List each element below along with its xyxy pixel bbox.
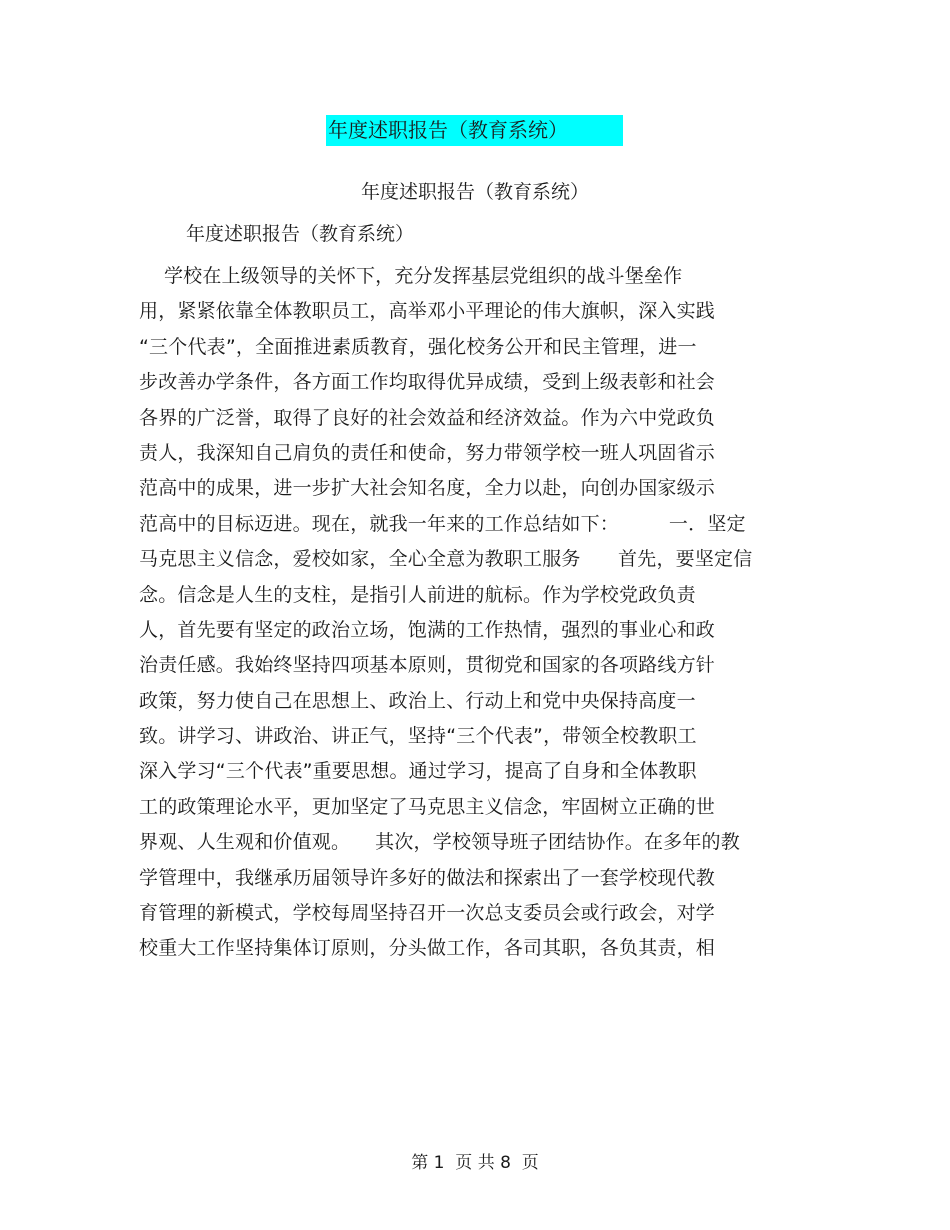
body-line: 校重大工作坚持集体订原则，分头做工作，各司其职，各负其责，相 (139, 937, 716, 960)
body-line: 念。信念是人生的支柱，是指引人前进的航标。作为学校党政负责 (139, 583, 696, 606)
document-subtitle: 年度述职报告（教育系统） (186, 223, 415, 245)
body-line: 范高中的成果，进一步扩大社会知名度，全力以赴，向创办国家级示 (139, 477, 716, 500)
body-line: 用，紧紧依靠全体教职员工，高举邓小平理论的伟大旗帜，深入实践 (139, 300, 716, 323)
body-line: 致。讲学习、讲政治、讲正气，坚持“三个代表”，带领全校教职工 (139, 725, 697, 748)
body-line: 界观、人生观和价值观。 其次，学校领导班子团结协作。在多年的教 (139, 831, 740, 854)
body-line: 政策，努力使自己在思想上、政治上、行动上和党中央保持高度一 (139, 689, 696, 712)
body-line: “三个代表”，全面推进素质教育，强化校务公开和民主管理，进一 (139, 335, 697, 358)
body-line: 学校在上级领导的关怀下，充分发挥基层党组织的战斗堡垒作 (139, 265, 683, 287)
body-line: 育管理的新模式，学校每周坚持召开一次总支委员会或行政会，对学 (139, 902, 716, 925)
body-line: 步改善办学条件，各方面工作均取得优异成绩，受到上级表彰和社会 (139, 371, 716, 394)
page-footer: 第 1 页 共 8 页 (411, 1153, 539, 1173)
document-title: 年度述职报告（教育系统） (360, 181, 589, 203)
body-line: 责人，我深知自己肩负的责任和使命，努力带领学校一班人巩固省示 (139, 441, 716, 464)
body-line: 学管理中，我继承历届领导许多好的做法和探索出了一套学校现代教 (139, 866, 716, 889)
body-line: 各界的广泛誉，取得了良好的社会效益和经济效益。作为六中党政负 (139, 406, 716, 429)
body-line: 人，首先要有坚定的政治立场，饱满的工作热情，强烈的事业心和政 (139, 618, 716, 641)
body-line: 工的政策理论水平，更加坚定了马克思主义信念，牢固树立正确的世 (139, 795, 716, 818)
body-line: 范高中的目标迈进。现在，就我一年来的工作总结如下： 一．坚定 (139, 512, 746, 535)
body-line: 深入学习“三个代表”重要思想。通过学习，提高了自身和全体教职 (139, 760, 697, 783)
highlighted-header-title: 年度述职报告（教育系统） (326, 115, 623, 146)
body-line: 治责任感。我始终坚持四项基本原则，贯彻党和国家的各项路线方针 (139, 654, 716, 677)
body-line: 马克思主义信念，爱校如家，全心全意为教职工服务 首先，要坚定信 (139, 548, 753, 571)
body-text (139, 259, 819, 967)
